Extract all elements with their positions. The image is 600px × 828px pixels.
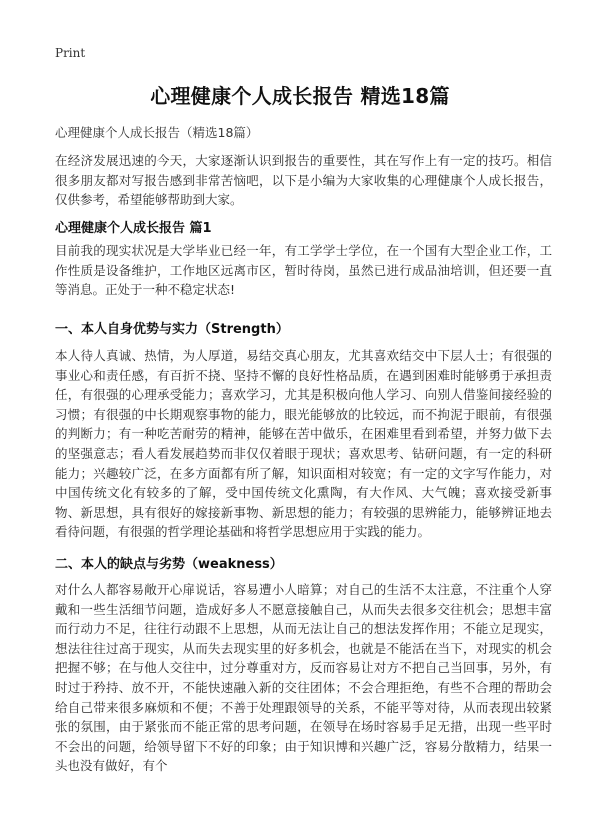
strength-heading: 一、本人自身优势与实力（Strength）	[55, 322, 289, 337]
weakness-paragraph: 对什么人都容易敞开心扉说话，容易遭小人暗算；对自己的生活不太注意，不注重个人穿戴和一些生活细节问题，造成好多人不愿意接触自己，从而失去很多交往机会；思想丰富而行动力不足，往往行动跟不上思想，从而无法让自己的想法发挥作用；不能立足现实，想法往往过高于现实，从而失去现实里的好多机会，也就是不能活在当下，对现实的机会把握不够；在与他人交往中，过分尊重对方，反而容易让对方不把自己当回事，另外，有时过于矜持、放不开，不能快速融入新的交往团体；不会合理拒绝，有些不合理的帮助会给自己带来很多麻烦和不便；不善于处理跟领导的关系，不能平等对待，从而表现出较紧张的氛围，由于紧张而不能正常的思考问题，在领导在场时容易手足无措，出现一些平时不会出的问题，给领导留下不好的印象；由于知识博和兴趣广泛，容易分散精力，结果一头也没有做好，有个	[55, 582, 552, 774]
document-subtitle: 心理健康个人成长报告（精选18篇）	[55, 125, 259, 140]
article-heading: 心理健康个人成长报告 篇1	[55, 221, 212, 236]
weakness-heading: 二、本人的缺点与劣势（weakness）	[55, 557, 283, 572]
print-link[interactable]: Print	[55, 46, 86, 60]
document-title: 心理健康个人成长报告 精选18篇	[150, 84, 450, 108]
strength-paragraph: 本人待人真诚、热情，为人厚道，易结交真心朋友，尤其喜欢结交中下层人士；有很强的事业心和责任感，有百折不挠、坚持不懈的良好性格品质，在遇到困难时能够勇于承担责任，有很强的心理承受能力；喜欢学习，尤其是积极向他人学习、向别人借鉴间接经验的习惯；有很强的中长期观察事物的能力，眼光能够放的比较远，而不拘泥于眼前，有很强的判断力；有一种吃苦耐劳的精神，能够在苦中做乐，在困难里看到希望，并努力做下去的坚强意志；看人看发展趋势而非仅仅着眼于现状；喜欢思考、钻研问题，有一定的科研能力；兴趣较广泛，在多方面都有所了解，知识面相对较宽；有一定的文字写作能力，对中国传统文化有较多的了解，受中国传统文化熏陶，有大作风、大气魄；喜欢接受新事物、新思想，具有很好的嫁接新事物、新思想的能力；有较强的思辨能力，能够辨证地去看待问题，有很强的哲学理论基础和将哲学思想应用于实践的能力。	[55, 348, 552, 540]
intro-paragraph: 在经济发展迅速的今天，大家逐渐认识到报告的重要性，其在写作上有一定的技巧。相信很多朋友都对写报告感到非常苦恼吧，以下是小编为大家收集的心理健康个人成长报告，仅供参考，希望能够帮助到大家。	[55, 153, 552, 208]
article-intro-paragraph: 目前我的现实状况是大学毕业已经一年，有工学学士学位，在一个国有大型企业工作，工作性质是设备维护，工作地区远离市区，暂时待岗，虽然已进行成品油培训，但还要一直等消息。正处于一种不稳定状态!	[55, 243, 552, 298]
